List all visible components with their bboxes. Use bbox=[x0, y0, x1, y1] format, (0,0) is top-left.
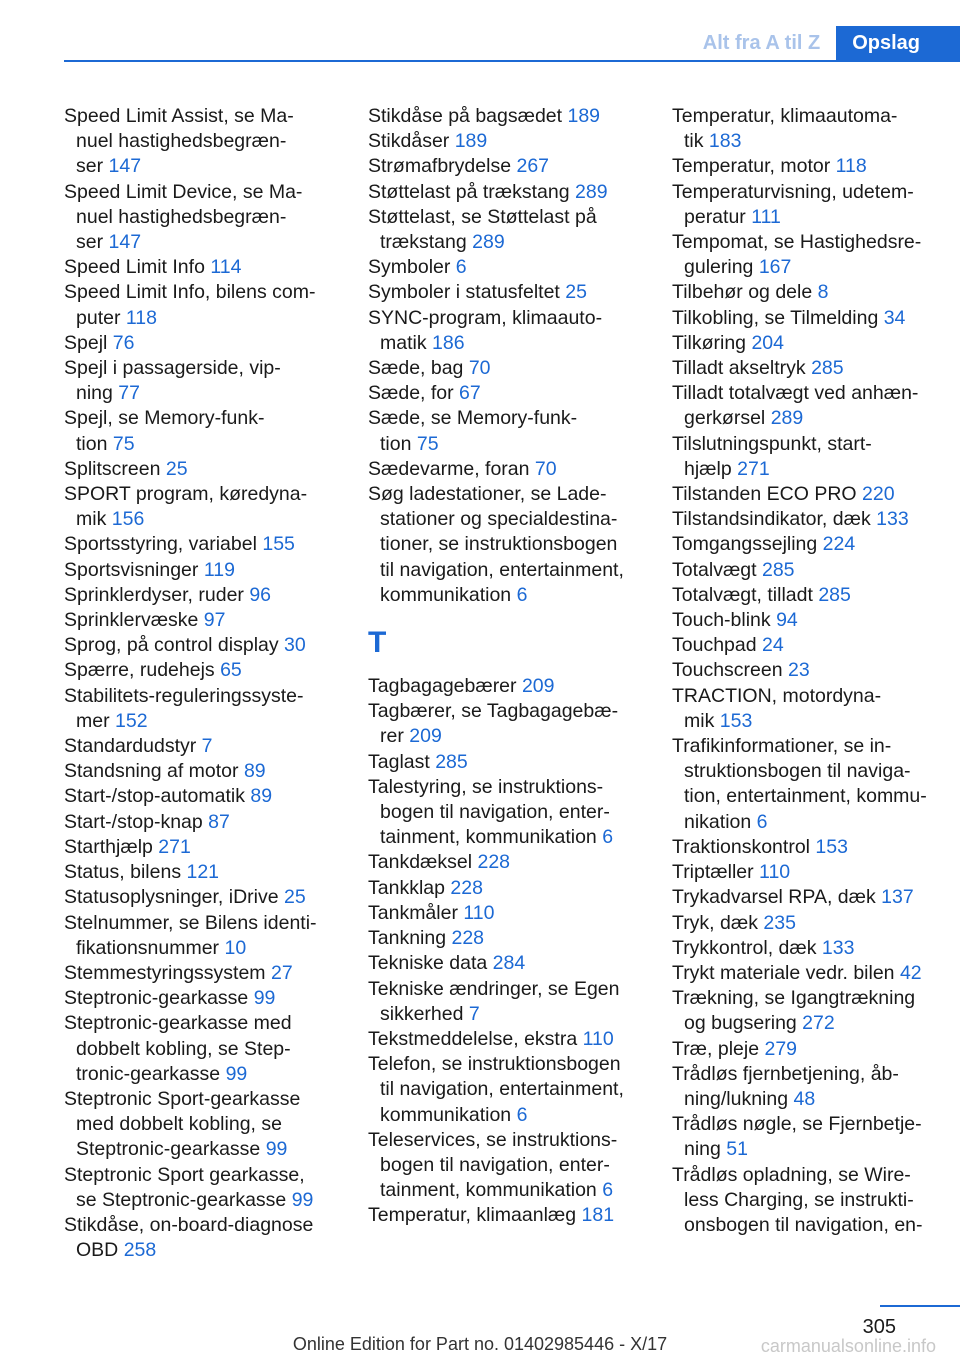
index-entry bbox=[64, 608, 332, 633]
index-letter-heading: T bbox=[368, 626, 387, 660]
index-entry bbox=[368, 280, 636, 305]
index-entry bbox=[64, 684, 332, 734]
index-entry bbox=[672, 154, 940, 179]
index-entry-text: Steptronic Sport gearkasse, se Steptronic-gearkasse bbox=[64, 1163, 305, 1211]
index-entry-text: Sæde, for bbox=[368, 382, 460, 405]
index-entry bbox=[368, 1027, 636, 1052]
index-entry bbox=[368, 356, 636, 381]
index-entry-text: Temperatur, klimaanlæg bbox=[368, 1204, 582, 1227]
index-entry-text: Speed Limit Assist, se Ma- nuel hastighedsbegræn- ser bbox=[64, 105, 294, 178]
index-entry bbox=[64, 331, 332, 356]
index-entry-text: Tekniske ændringer, se Egen sikkerhed bbox=[368, 977, 620, 1025]
index-entry-text: Tempomat, se Hastighedsre- gulering bbox=[672, 231, 922, 279]
index-entry bbox=[64, 583, 332, 608]
index-entry-text: Triptæller bbox=[672, 861, 760, 884]
index-entry-text: Trådløs nøgle, se Fjernbetje- ning bbox=[672, 1113, 922, 1161]
header-section-label[interactable]: Alt fra A til Z bbox=[702, 32, 821, 54]
index-column-2 bbox=[368, 104, 636, 1263]
index-entry-text: Trafikinformationer, se in- struktionsbogen til naviga- tion, entertainment, kommu- nikation bbox=[672, 735, 927, 833]
index-entry-text: Splitscreen bbox=[64, 457, 166, 480]
index-entry bbox=[64, 532, 332, 557]
index-entry bbox=[368, 1052, 636, 1128]
index-entry-page-link[interactable]: 99 bbox=[265, 1138, 288, 1161]
index-entry-page-link[interactable]: 99 bbox=[253, 987, 276, 1010]
index-entry-text: Tilslutningspunkt, start- hjælp bbox=[672, 432, 872, 480]
index-entry bbox=[368, 255, 636, 280]
index-entry bbox=[64, 1213, 332, 1263]
index-entry bbox=[672, 986, 940, 1036]
index-entry bbox=[672, 306, 940, 331]
index-entry-page-link[interactable]: 279 bbox=[764, 1037, 798, 1060]
index-entry-page-link[interactable]: 111 bbox=[751, 205, 781, 228]
index-entry-page-link[interactable]: 155 bbox=[262, 533, 295, 556]
index-entry-text: Start-/stop-automatik bbox=[64, 785, 251, 808]
index-entry bbox=[672, 961, 940, 986]
index-entry bbox=[64, 356, 332, 406]
index-entry-page-link[interactable]: 77 bbox=[118, 382, 140, 405]
index-entry bbox=[64, 457, 332, 482]
index-entry-page-link[interactable]: 153 bbox=[719, 709, 753, 732]
index-entry bbox=[672, 104, 940, 154]
index-entry-text: Trykt materiale vedr. bilen bbox=[672, 961, 900, 984]
index-entry-text: Sprog, på control display bbox=[64, 634, 285, 657]
index-entry bbox=[368, 205, 636, 255]
index-entry bbox=[368, 674, 636, 699]
index-entry-text: Sæde, se Memory-funk- tion bbox=[368, 407, 578, 455]
index-entry-text: Totalvægt, tilladt bbox=[672, 583, 819, 606]
index-entry bbox=[368, 1128, 636, 1204]
index-entry bbox=[64, 482, 332, 532]
index-entry bbox=[672, 507, 940, 532]
index-entry-page-link[interactable]: 147 bbox=[108, 231, 142, 254]
index-column-1 bbox=[64, 104, 332, 1263]
index-entry bbox=[672, 608, 940, 633]
index-entry-text: Spærre, rudehejs bbox=[64, 659, 221, 682]
index-entry-text: Spejl i passagerside, vip- ning bbox=[64, 357, 281, 405]
index-entry-page-link[interactable]: 110 bbox=[463, 901, 495, 924]
index-entry-text: Trækning, se Igangtrækning og bugsering bbox=[672, 987, 916, 1035]
index-entry-page-link[interactable]: 181 bbox=[581, 1204, 615, 1227]
index-entry-page-link[interactable]: 65 bbox=[220, 659, 242, 682]
index-entry-page-link[interactable]: 121 bbox=[186, 861, 220, 884]
index-entry bbox=[64, 180, 332, 256]
index-entry-page-link[interactable]: 258 bbox=[123, 1239, 157, 1262]
index-entry bbox=[64, 784, 332, 809]
index-entry bbox=[368, 180, 636, 205]
index-entry-page-link[interactable]: 8 bbox=[817, 281, 829, 304]
index-entry-page-link[interactable]: 89 bbox=[243, 760, 266, 783]
index-entry-text: SPORT program, køredyna- mik bbox=[64, 483, 308, 531]
header-tabs bbox=[687, 26, 960, 60]
index-entry-page-link[interactable]: 289 bbox=[472, 231, 505, 254]
index-entry-page-link[interactable]: 6 bbox=[602, 1179, 614, 1202]
index-entry-page-link[interactable]: 235 bbox=[763, 911, 796, 934]
index-entry bbox=[64, 860, 332, 885]
index-entry bbox=[672, 860, 940, 885]
index-entry bbox=[368, 154, 636, 179]
index-entry-page-link[interactable]: 110 bbox=[759, 861, 791, 884]
index-entry-page-link[interactable]: 94 bbox=[776, 609, 798, 632]
index-entry-text: Steptronic Sport-gearkasse med dobbelt kobling, se Steptronic-gearkasse bbox=[64, 1087, 301, 1161]
index-entry-page-link[interactable]: 152 bbox=[115, 709, 148, 732]
index-entry-text: Stabilitets-reguleringssyste- mer bbox=[64, 684, 304, 732]
index-entry-page-link[interactable]: 89 bbox=[250, 785, 273, 808]
index-entry bbox=[64, 835, 332, 860]
index-entry-text: Traktionskontrol bbox=[672, 835, 816, 858]
index-entry-text: Talestyring, se instruktions- bogen til navigation, enter- tainment, kommunikation bbox=[368, 775, 610, 849]
page-header bbox=[64, 26, 960, 62]
header-rule bbox=[64, 60, 960, 62]
index-entry-text: Touchpad bbox=[672, 634, 762, 657]
index-entry-page-link[interactable]: 209 bbox=[409, 725, 442, 748]
index-entry-text: Tankning bbox=[368, 927, 452, 950]
index-entry bbox=[672, 1112, 940, 1162]
index-entry bbox=[368, 977, 636, 1027]
index-entry-page-link[interactable]: 27 bbox=[270, 961, 293, 984]
index-entry-page-link[interactable]: 137 bbox=[881, 886, 914, 909]
footer-edition: Online Edition for Part no. 01402985446 - X/17 bbox=[292, 1334, 668, 1354]
index-entry-text: Telefon, se instruktionsbogen til navigation, entertainment, kommunikation bbox=[368, 1053, 624, 1126]
index-entry-page-link[interactable]: 284 bbox=[492, 952, 526, 975]
index-entry bbox=[64, 633, 332, 658]
index-entry-page-link[interactable]: 51 bbox=[726, 1138, 748, 1161]
index-entry bbox=[64, 986, 332, 1011]
index-entry-page-link[interactable]: 189 bbox=[567, 105, 601, 127]
index-entry-page-link[interactable]: 6 bbox=[455, 256, 467, 279]
index-entry-text: Taglast bbox=[368, 750, 436, 773]
page-number-rule bbox=[880, 1305, 960, 1307]
index-entry-text: Temperaturvisning, udetem- peratur bbox=[672, 180, 914, 228]
index-entry-text: Trådløs opladning, se Wire- less Charging, se instrukti- onsbogen til navigation, en- bbox=[672, 1163, 923, 1236]
index-entry-page-link[interactable]: 209 bbox=[521, 675, 555, 698]
index-entry-page-link[interactable]: 271 bbox=[158, 835, 191, 858]
index-entry bbox=[672, 381, 940, 431]
index-entry-page-link[interactable]: 97 bbox=[203, 609, 226, 632]
index-entry-text: Speed Limit Device, se Ma- nuel hastighedsbegræn- ser bbox=[64, 180, 303, 254]
index-entry bbox=[672, 583, 940, 608]
index-entry bbox=[368, 306, 636, 356]
index-entry-text: Spejl, se Memory-funk- tion bbox=[64, 407, 265, 455]
index-entry-page-link[interactable]: 285 bbox=[761, 558, 795, 581]
index-entry-page-link[interactable]: 7 bbox=[201, 735, 213, 758]
index-entry bbox=[368, 129, 636, 154]
index-entry-text: Teleservices, se instruktions- bogen til navigation, enter- tainment, kommunikation bbox=[368, 1128, 618, 1202]
index-entry bbox=[672, 230, 940, 280]
index-entry-page-link[interactable]: 167 bbox=[758, 256, 792, 279]
index-entry bbox=[64, 734, 332, 759]
index-entry bbox=[368, 901, 636, 926]
index-entry-text: Sprinklerdyser, ruder bbox=[64, 583, 250, 606]
index-entry-page-link[interactable]: 10 bbox=[224, 936, 247, 959]
index-entry bbox=[64, 1163, 332, 1213]
index-entry bbox=[672, 280, 940, 305]
watermark: carmanualsonline.info bbox=[760, 1336, 936, 1356]
index-entry-text: Tilstanden ECO PRO bbox=[672, 483, 863, 506]
index-entry-text: Sæde, bag bbox=[368, 357, 469, 380]
index-entry bbox=[368, 876, 636, 901]
index-entry-text: Trykadvarsel RPA, dæk bbox=[672, 886, 882, 909]
index-entry bbox=[368, 699, 636, 749]
index-entry-page-link[interactable]: 220 bbox=[862, 483, 895, 506]
index-entry-page-link[interactable]: 25 bbox=[565, 281, 587, 304]
index-entry-page-link[interactable]: 118 bbox=[125, 306, 157, 329]
index-entry-page-link[interactable]: 6 bbox=[516, 1103, 528, 1126]
index-entry bbox=[672, 911, 940, 936]
index-entry-text: Tilbehør og dele bbox=[672, 281, 818, 304]
index-entry bbox=[672, 532, 940, 557]
index-entry-page-link[interactable]: 67 bbox=[459, 382, 481, 405]
index-entry-text: Spejl bbox=[64, 331, 113, 354]
index-entry-text: Stikdåse på bagsædet bbox=[368, 105, 568, 127]
index-entry-text: Totalvægt bbox=[672, 558, 762, 581]
index-entry-text: Touch-blink bbox=[672, 609, 777, 632]
index-entry-text: Tilladt akseltryk bbox=[672, 357, 812, 380]
index-entry-page-link[interactable]: 133 bbox=[821, 936, 855, 959]
index-entry bbox=[672, 936, 940, 961]
index-entry-text: Tagbærer, se Tagbagagebæ- rer bbox=[368, 700, 619, 748]
index-entry-page-link[interactable]: 186 bbox=[432, 331, 465, 354]
index-entry-text: Stemmestyringssystem bbox=[64, 961, 271, 984]
index-entry-page-link[interactable]: 289 bbox=[575, 180, 608, 203]
index-entry bbox=[64, 280, 332, 330]
index-entry-text: Start-/stop-knap bbox=[64, 810, 209, 833]
index-entry bbox=[64, 406, 332, 456]
index-entry-text: Speed Limit Info, bilens com- puter bbox=[64, 281, 316, 329]
index-entry-page-link[interactable]: 75 bbox=[416, 432, 439, 455]
index-entry-page-link[interactable]: 267 bbox=[516, 155, 550, 178]
index-entry-page-link[interactable]: 110 bbox=[582, 1027, 614, 1050]
index-entry bbox=[672, 1037, 940, 1062]
index-entry-text: Sportsstyring, variabel bbox=[64, 533, 263, 556]
index-entry-text: Stikdåse, on-board-diagnose OBD bbox=[64, 1213, 314, 1262]
index-entry-text: Støttelast på trækstang bbox=[368, 180, 576, 203]
index-entry-page-link[interactable]: 48 bbox=[793, 1087, 816, 1110]
index-entry-text: Temperatur, klimaautoma- tik bbox=[672, 105, 898, 153]
index-entry-page-link[interactable]: 24 bbox=[762, 634, 784, 657]
index-entry-text: Tankmåler bbox=[368, 901, 464, 924]
index-entry bbox=[672, 180, 940, 230]
index-entry bbox=[672, 331, 940, 356]
index-entry-page-link[interactable]: 99 bbox=[291, 1188, 314, 1211]
index-entry-text: Touchscreen bbox=[672, 659, 788, 682]
index-entry-text: Symboler bbox=[368, 256, 456, 279]
index-entry-text: Tankklap bbox=[368, 876, 451, 899]
index-entry-text: Tryk, dæk bbox=[672, 911, 764, 934]
index-entry-page-link[interactable]: 96 bbox=[249, 583, 272, 606]
index-entry-text: TRACTION, motordyna- mik bbox=[672, 684, 882, 732]
index-entry-page-link[interactable]: 70 bbox=[468, 357, 491, 380]
index-entry-page-link[interactable]: 76 bbox=[112, 331, 135, 354]
index-entry bbox=[368, 926, 636, 951]
index-entry-text: Tagbagagebærer bbox=[368, 675, 522, 698]
index-entry bbox=[672, 432, 940, 482]
index-entry bbox=[64, 558, 332, 583]
index-entry-text: Steptronic-gearkasse bbox=[64, 987, 254, 1010]
index-entry-page-link[interactable]: 119 bbox=[203, 558, 235, 581]
index-entry bbox=[368, 1203, 636, 1228]
index-entry bbox=[672, 658, 940, 683]
index-entry-page-link[interactable]: 34 bbox=[883, 306, 906, 329]
index-entry bbox=[368, 775, 636, 851]
index-entry-text: SYNC-program, klimaauto- matik bbox=[368, 306, 603, 354]
index-entry-text: Starthjælp bbox=[64, 835, 159, 858]
index-entry-page-link[interactable]: 228 bbox=[477, 851, 511, 874]
index-entry-text: Støttelast, se Støttelast på trækstang bbox=[368, 205, 597, 254]
index-entry-page-link[interactable]: 87 bbox=[208, 810, 230, 833]
index-entry-page-link[interactable]: 6 bbox=[516, 583, 528, 606]
index-entry bbox=[368, 951, 636, 976]
index-entry-text: Træ, pleje bbox=[672, 1037, 765, 1060]
index-entry bbox=[672, 684, 940, 734]
index-entry bbox=[64, 810, 332, 835]
index-entry-text: Standardudstyr bbox=[64, 735, 202, 758]
index-entry bbox=[368, 457, 636, 482]
index-entry-page-link[interactable]: 25 bbox=[165, 457, 188, 480]
index-entry bbox=[64, 885, 332, 910]
index-entry-page-link[interactable]: 7 bbox=[468, 1002, 480, 1025]
index-entry bbox=[672, 885, 940, 910]
index-entry-text: Status, bilens bbox=[64, 861, 187, 884]
index-entry-page-link[interactable]: 153 bbox=[815, 835, 848, 858]
index-entry-page-link[interactable]: 285 bbox=[435, 750, 468, 773]
index-entry-text: Symboler i statusfeltet bbox=[368, 281, 566, 304]
index-entry bbox=[368, 850, 636, 875]
index-entry-page-link[interactable]: 147 bbox=[108, 155, 142, 178]
index-entry bbox=[368, 381, 636, 406]
index-entry bbox=[64, 104, 332, 180]
index-entry bbox=[672, 1062, 940, 1112]
index-columns bbox=[64, 104, 944, 1263]
index-entry-text: Tankdæksel bbox=[368, 851, 478, 874]
index-entry-text: Trådløs fjernbetjening, åb- ning/lukning bbox=[672, 1062, 899, 1110]
index-entry-page-link[interactable]: 6 bbox=[756, 810, 768, 833]
index-entry-text: Sprinklervæske bbox=[64, 609, 204, 632]
index-entry-page-link[interactable]: 114 bbox=[210, 256, 242, 279]
index-entry-page-link[interactable]: 204 bbox=[751, 331, 784, 354]
index-entry-page-link[interactable]: 285 bbox=[811, 357, 844, 380]
index-entry bbox=[64, 759, 332, 784]
index-entry bbox=[64, 255, 332, 280]
index-entry-text: Standsning af motor bbox=[64, 760, 244, 783]
index-entry-text: Temperatur, motor bbox=[672, 155, 836, 178]
index-entry-text: Tilkøring bbox=[672, 331, 752, 354]
index-entry-page-link[interactable]: 42 bbox=[899, 961, 922, 984]
index-entry-page-link[interactable]: 285 bbox=[818, 583, 851, 606]
index-entry-page-link[interactable]: 271 bbox=[737, 457, 770, 480]
index-entry bbox=[64, 911, 332, 961]
index-entry bbox=[64, 1011, 332, 1087]
index-entry-page-link[interactable]: 189 bbox=[454, 130, 488, 153]
index-entry-text: Stikdåser bbox=[368, 130, 455, 153]
index-entry-text: Tilstandsindikator, dæk bbox=[672, 508, 877, 531]
index-entry-page-link[interactable]: 183 bbox=[708, 130, 742, 153]
index-entry bbox=[368, 406, 636, 456]
index-entry bbox=[672, 1163, 940, 1239]
index-entry bbox=[64, 658, 332, 683]
index-entry-page-link[interactable]: 6 bbox=[602, 826, 614, 849]
index-entry-page-link[interactable]: 30 bbox=[284, 634, 306, 657]
index-entry-page-link[interactable]: 228 bbox=[450, 876, 483, 899]
index-entry-text: Tomgangssejling bbox=[672, 533, 823, 556]
index-entry bbox=[368, 482, 636, 608]
index-entry bbox=[368, 750, 636, 775]
index-column-3 bbox=[672, 104, 940, 1263]
index-entry-text: Stelnummer, se Bilens identi- fikationsnummer bbox=[64, 911, 317, 959]
index-entry bbox=[368, 104, 636, 129]
index-entry bbox=[672, 835, 940, 860]
index-entry-page-link[interactable]: 156 bbox=[111, 508, 145, 531]
index-entry-text: Speed Limit Info bbox=[64, 256, 211, 279]
index-entry-page-link[interactable]: 75 bbox=[112, 432, 135, 455]
index-entry bbox=[64, 1087, 332, 1163]
index-entry-page-link[interactable]: 23 bbox=[787, 659, 810, 682]
index-entry-text: Tekniske data bbox=[368, 952, 493, 975]
index-entry bbox=[672, 482, 940, 507]
index-entry-text: Sportsvisninger bbox=[64, 558, 204, 581]
index-entry-text: Statusoplysninger, iDrive bbox=[64, 886, 285, 909]
index-entry-page-link[interactable]: 289 bbox=[770, 407, 804, 430]
index-entry-text: Sædevarme, foran bbox=[368, 457, 535, 480]
index-entry bbox=[672, 633, 940, 658]
index-entry-text: Søg ladestationer, se Lade- stationer og specialdestina- tioner, se instruktionsbogen til navigation, entertainment, kommunikation bbox=[368, 483, 624, 606]
page-number: 305 bbox=[862, 1316, 896, 1338]
index-entry-text: Steptronic-gearkasse med dobbelt kobling, se Step- tronic-gearkasse bbox=[64, 1012, 292, 1085]
index-entry-text: Strømafbrydelse bbox=[368, 155, 517, 178]
index-entry bbox=[672, 734, 940, 835]
index-entry-page-link[interactable]: 99 bbox=[225, 1062, 248, 1085]
index-entry bbox=[64, 961, 332, 986]
index-entry-text: Trykkontrol, dæk bbox=[672, 936, 822, 959]
header-current-label[interactable]: Opslag bbox=[836, 26, 960, 60]
index-entry-page-link[interactable]: 118 bbox=[835, 155, 867, 178]
index-entry-text: Tilkobling, se Tilmelding bbox=[672, 306, 884, 329]
index-entry-text: Tilladt totalvægt ved anhæn- gerkørsel bbox=[672, 382, 919, 430]
index-entry-page-link[interactable]: 25 bbox=[284, 886, 306, 909]
index-entry bbox=[672, 558, 940, 583]
index-entry-page-link[interactable]: 228 bbox=[451, 927, 485, 950]
index-entry bbox=[672, 356, 940, 381]
index-entry-page-link[interactable]: 133 bbox=[876, 508, 909, 531]
index-entry-page-link[interactable]: 272 bbox=[802, 1012, 835, 1035]
index-entry-text: Tekstmeddelelse, ekstra bbox=[368, 1027, 583, 1050]
index-entry-page-link[interactable]: 70 bbox=[534, 457, 557, 480]
index-entry-page-link[interactable]: 224 bbox=[822, 533, 856, 556]
